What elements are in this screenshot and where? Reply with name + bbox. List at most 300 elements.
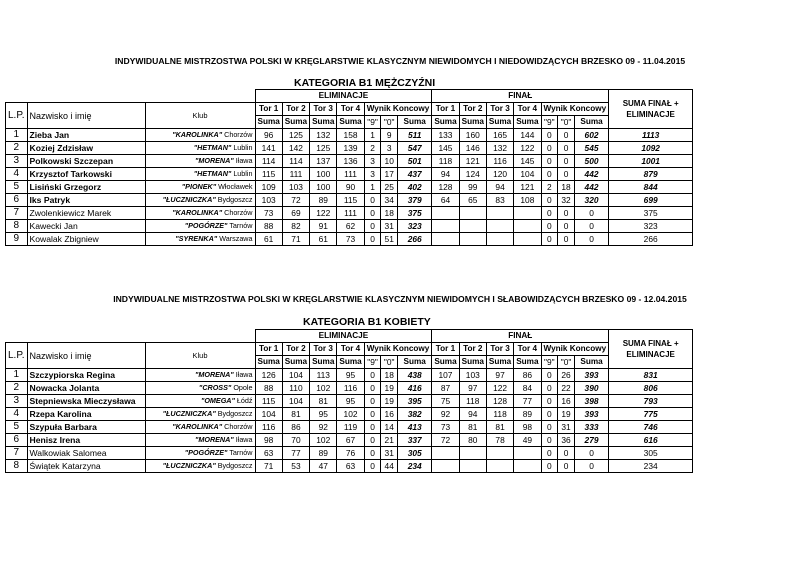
elim-zero: 25	[381, 181, 398, 194]
club-name: "ŁUCZNICZKA"	[162, 461, 216, 470]
table-column-header	[6, 103, 693, 116]
header-nine: "9"	[364, 356, 381, 369]
final-zero: 22	[558, 382, 575, 395]
table-row	[6, 168, 693, 181]
elim-zero: 34	[381, 194, 398, 207]
grand-total: 1092	[609, 142, 693, 155]
table-row	[6, 194, 693, 207]
header-nine: "9"	[364, 116, 381, 129]
elim-tor-2: 104	[282, 395, 309, 408]
table-row	[6, 181, 693, 194]
elim-total: 234	[398, 460, 432, 473]
elim-total: 337	[398, 434, 432, 447]
elim-tor-2: 114	[282, 155, 309, 168]
competitor-name: Koziej Zdzisław	[27, 142, 145, 155]
final-tor-2: 121	[459, 155, 486, 168]
club-cell	[145, 382, 255, 395]
club-name: "KAROLINKA"	[172, 208, 223, 217]
row-lp: 7	[6, 207, 28, 220]
row-lp: 8	[6, 220, 28, 233]
table-row	[6, 408, 693, 421]
row-lp: 3	[6, 155, 28, 168]
row-lp: 6	[6, 194, 28, 207]
header-suma-total: Suma	[574, 116, 608, 129]
elim-zero: 3	[381, 142, 398, 155]
elim-nine: 2	[364, 142, 381, 155]
final-tor-2	[459, 460, 486, 473]
header-nine: "9"	[541, 116, 558, 129]
header-final-tor2: Tor 2	[459, 343, 486, 356]
club-name: "ŁUCZNICZKA"	[162, 409, 216, 418]
final-tor-2: 103	[459, 369, 486, 382]
final-total: 545	[574, 142, 608, 155]
final-tor-4: 145	[514, 155, 541, 168]
final-tor-2: 81	[459, 421, 486, 434]
elim-nine: 3	[364, 168, 381, 181]
final-tor-4: 121	[514, 181, 541, 194]
elim-tor-1: 98	[255, 434, 282, 447]
final-total: 0	[574, 220, 608, 233]
elim-tor-2: 72	[282, 194, 309, 207]
final-tor-1	[432, 460, 459, 473]
row-lp: 5	[6, 181, 28, 194]
elim-total: 375	[398, 207, 432, 220]
final-tor-1: 94	[432, 168, 459, 181]
final-zero: 32	[558, 194, 575, 207]
final-tor-1	[432, 207, 459, 220]
elim-zero: 18	[381, 369, 398, 382]
club-city: Bydgoszcz	[217, 461, 253, 470]
header-final: FINAŁ	[432, 330, 609, 343]
competitor-name: Lisiński Grzegorz	[27, 181, 145, 194]
final-zero: 0	[558, 129, 575, 142]
header-name: Nazwisko i imię	[27, 103, 145, 129]
header-final-tor3: Tor 3	[486, 103, 513, 116]
header-lp: L.P.	[6, 343, 28, 369]
elim-tor-3: 122	[310, 207, 337, 220]
grand-total: 746	[609, 421, 693, 434]
header-suma: Suma	[255, 116, 282, 129]
elim-tor-2: 104	[282, 369, 309, 382]
elim-zero: 9	[381, 129, 398, 142]
header-final-tor3: Tor 3	[486, 343, 513, 356]
header-suma-final: SUMA FINAŁ + ELIMINACJE	[609, 90, 693, 129]
club-cell	[145, 460, 255, 473]
final-tor-1: 73	[432, 421, 459, 434]
final-tor-4	[514, 220, 541, 233]
elim-tor-2: 70	[282, 434, 309, 447]
club-name: "HETMAN"	[193, 169, 232, 178]
elim-tor-2: 69	[282, 207, 309, 220]
elim-tor-4: 67	[337, 434, 364, 447]
elim-tor-3: 47	[310, 460, 337, 473]
header-tor1: Tor 1	[255, 103, 282, 116]
section-1-category: KATEGORIA B1 MĘŻCZYŹNI	[294, 77, 436, 89]
club-city: Lublin	[233, 143, 253, 152]
table-row	[6, 155, 693, 168]
competitor-name: Walkowiak Salomea	[27, 447, 145, 460]
elim-tor-4: 73	[337, 233, 364, 246]
club-city: Warszawa	[219, 234, 253, 243]
final-tor-4: 108	[514, 194, 541, 207]
elim-tor-1: 104	[255, 408, 282, 421]
elim-nine: 1	[364, 129, 381, 142]
elim-nine: 0	[364, 460, 381, 473]
final-tor-2: 99	[459, 181, 486, 194]
final-total: 442	[574, 181, 608, 194]
club-city: Iława	[235, 156, 253, 165]
final-nine: 0	[541, 155, 558, 168]
final-tor-4: 144	[514, 129, 541, 142]
final-zero: 26	[558, 369, 575, 382]
final-tor-3: 116	[486, 155, 513, 168]
elim-nine: 0	[364, 447, 381, 460]
grand-total: 793	[609, 395, 693, 408]
final-tor-3	[486, 233, 513, 246]
grand-total: 699	[609, 194, 693, 207]
grand-total: 831	[609, 369, 693, 382]
header-suma-final: SUMA FINAŁ + ELIMINACJE	[609, 330, 693, 369]
grand-total: 616	[609, 434, 693, 447]
row-lp: 4	[6, 408, 28, 421]
final-tor-1: 145	[432, 142, 459, 155]
elim-total: 437	[398, 168, 432, 181]
final-tor-2: 160	[459, 129, 486, 142]
header-final-tor1: Tor 1	[432, 343, 459, 356]
club-cell	[145, 142, 255, 155]
elim-zero: 51	[381, 233, 398, 246]
elim-tor-4: 111	[337, 168, 364, 181]
club-name: "MORENA"	[194, 370, 234, 379]
header-final-tor4: Tor 4	[514, 343, 541, 356]
header-final-wynik: Wynik Koncowy	[541, 103, 609, 116]
elim-zero: 18	[381, 207, 398, 220]
final-zero: 18	[558, 181, 575, 194]
final-zero: 0	[558, 447, 575, 460]
elim-tor-2: 77	[282, 447, 309, 460]
elim-total: 501	[398, 155, 432, 168]
elim-tor-2: 111	[282, 168, 309, 181]
table-row	[6, 129, 693, 142]
header-suma: Suma	[432, 116, 459, 129]
grand-total: 323	[609, 220, 693, 233]
final-tor-2: 118	[459, 395, 486, 408]
competitor-name: Polkowski Szczepan	[27, 155, 145, 168]
club-cell	[145, 434, 255, 447]
club-city: Łódź	[236, 396, 253, 405]
header-tor4: Tor 4	[337, 103, 364, 116]
final-nine: 0	[541, 142, 558, 155]
elim-tor-2: 110	[282, 382, 309, 395]
header-tor2: Tor 2	[282, 103, 309, 116]
elim-tor-3: 137	[310, 155, 337, 168]
elim-tor-1: 71	[255, 460, 282, 473]
competitor-name: Krzysztof Tarkowski	[27, 168, 145, 181]
elim-zero: 21	[381, 434, 398, 447]
club-city: Chorzów	[224, 130, 253, 139]
final-tor-1	[432, 220, 459, 233]
elim-total: 402	[398, 181, 432, 194]
elim-tor-4: 95	[337, 395, 364, 408]
final-tor-4: 49	[514, 434, 541, 447]
final-tor-3	[486, 447, 513, 460]
header-suma: Suma	[514, 356, 541, 369]
section-2-title: INDYWIDUALNE MISTRZOSTWA POLSKI W KRĘGLARSTWIE KLASYCZNYM NIEWIDOMYCH I SŁABOWIDZĄCYCH BRZESKO 09 - 12.04.2015	[113, 294, 687, 304]
final-total: 333	[574, 421, 608, 434]
club-name: "OMEGA"	[200, 396, 235, 405]
table-row	[6, 207, 693, 220]
header-wynik: Wynik Koncowy	[364, 103, 432, 116]
elim-tor-1: 61	[255, 233, 282, 246]
elim-tor-4: 119	[337, 421, 364, 434]
header-final: FINAŁ	[432, 90, 609, 103]
final-zero: 0	[558, 220, 575, 233]
competitor-name: Szypuła Barbara	[27, 421, 145, 434]
elim-tor-2: 71	[282, 233, 309, 246]
club-city: Bydgoszcz	[217, 195, 253, 204]
club-name: "HETMAN"	[193, 143, 232, 152]
final-total: 398	[574, 395, 608, 408]
final-total: 0	[574, 447, 608, 460]
elim-total: 382	[398, 408, 432, 421]
elim-tor-1: 141	[255, 142, 282, 155]
final-tor-3: 120	[486, 168, 513, 181]
club-name: "POGÓRZE"	[184, 221, 228, 230]
final-tor-1: 107	[432, 369, 459, 382]
final-zero: 0	[558, 142, 575, 155]
header-tor3: Tor 3	[310, 343, 337, 356]
club-city: Tarnów	[229, 448, 253, 457]
header-suma: Suma	[310, 356, 337, 369]
elim-tor-1: 96	[255, 129, 282, 142]
table-group-header	[6, 90, 693, 103]
club-name: "POGÓRZE"	[184, 448, 228, 457]
final-tor-1: 133	[432, 129, 459, 142]
club-city: Iława	[235, 370, 253, 379]
table-row	[6, 369, 693, 382]
club-name: "ŁUCZNICZKA"	[162, 195, 216, 204]
final-tor-4	[514, 460, 541, 473]
elim-tor-1: 116	[255, 421, 282, 434]
club-cell	[145, 408, 255, 421]
final-tor-4	[514, 233, 541, 246]
elim-tor-2: 82	[282, 220, 309, 233]
club-name: "PIONEK"	[181, 182, 217, 191]
header-suma: Suma	[282, 116, 309, 129]
elim-tor-4: 139	[337, 142, 364, 155]
grand-total: 375	[609, 207, 693, 220]
elim-total: 511	[398, 129, 432, 142]
final-nine: 0	[541, 408, 558, 421]
club-cell	[145, 207, 255, 220]
elim-nine: 0	[364, 408, 381, 421]
header-tor3: Tor 3	[310, 103, 337, 116]
row-lp: 5	[6, 421, 28, 434]
elim-total: 379	[398, 194, 432, 207]
club-cell	[145, 421, 255, 434]
club-cell	[145, 155, 255, 168]
table-row	[6, 382, 693, 395]
final-tor-3: 83	[486, 194, 513, 207]
row-lp: 9	[6, 233, 28, 246]
row-lp: 2	[6, 382, 28, 395]
elim-nine: 0	[364, 194, 381, 207]
table-row	[6, 395, 693, 408]
header-final-wynik: Wynik Koncowy	[541, 343, 609, 356]
elim-tor-4: 111	[337, 207, 364, 220]
grand-total: 305	[609, 447, 693, 460]
elim-tor-4: 158	[337, 129, 364, 142]
final-total: 279	[574, 434, 608, 447]
competitor-name: Świątek Katarzyna	[27, 460, 145, 473]
header-zero: "0"	[558, 116, 575, 129]
elim-tor-1: 88	[255, 220, 282, 233]
club-name: "KAROLINKA"	[172, 422, 223, 431]
final-tor-3: 118	[486, 408, 513, 421]
final-nine: 0	[541, 434, 558, 447]
header-suma: Suma	[310, 116, 337, 129]
final-tor-4: 89	[514, 408, 541, 421]
final-tor-4	[514, 447, 541, 460]
final-tor-3: 78	[486, 434, 513, 447]
final-nine: 0	[541, 129, 558, 142]
club-cell	[145, 129, 255, 142]
club-city: Lublin	[233, 169, 253, 178]
elim-tor-1: 103	[255, 194, 282, 207]
final-tor-3: 165	[486, 129, 513, 142]
final-tor-2	[459, 220, 486, 233]
final-total: 320	[574, 194, 608, 207]
club-cell	[145, 181, 255, 194]
final-zero: 0	[558, 155, 575, 168]
competitor-name: Nowacka Jolanta	[27, 382, 145, 395]
header-suma: Suma	[459, 356, 486, 369]
final-tor-3: 97	[486, 369, 513, 382]
table-row	[6, 447, 693, 460]
final-tor-1	[432, 233, 459, 246]
final-total: 393	[574, 369, 608, 382]
final-zero: 0	[558, 460, 575, 473]
final-zero: 0	[558, 233, 575, 246]
header-suma: Suma	[486, 116, 513, 129]
final-tor-1: 128	[432, 181, 459, 194]
final-total: 500	[574, 155, 608, 168]
elim-tor-1: 114	[255, 155, 282, 168]
elim-tor-4: 116	[337, 382, 364, 395]
elim-tor-1: 115	[255, 395, 282, 408]
final-total: 390	[574, 382, 608, 395]
competitor-name: Stepniewska Mieczysława	[27, 395, 145, 408]
elim-tor-1: 115	[255, 168, 282, 181]
final-total: 393	[574, 408, 608, 421]
elim-tor-4: 115	[337, 194, 364, 207]
elim-total: 323	[398, 220, 432, 233]
elim-tor-1: 63	[255, 447, 282, 460]
header-suma: Suma	[337, 356, 364, 369]
elim-zero: 14	[381, 421, 398, 434]
header-spacer	[6, 90, 256, 103]
elim-nine: 0	[364, 220, 381, 233]
final-nine: 0	[541, 220, 558, 233]
elim-zero: 10	[381, 155, 398, 168]
header-suma: Suma	[514, 116, 541, 129]
competitor-name: Szczypiorska Regina	[27, 369, 145, 382]
elim-nine: 1	[364, 181, 381, 194]
final-tor-1: 87	[432, 382, 459, 395]
club-name: "MORENA"	[194, 156, 234, 165]
final-tor-4: 86	[514, 369, 541, 382]
club-city: Chorzów	[224, 422, 253, 431]
final-tor-4: 84	[514, 382, 541, 395]
final-zero: 16	[558, 395, 575, 408]
header-tor4: Tor 4	[337, 343, 364, 356]
header-zero: "0"	[381, 116, 398, 129]
elim-tor-3: 125	[310, 142, 337, 155]
club-cell	[145, 194, 255, 207]
elim-zero: 19	[381, 382, 398, 395]
elim-nine: 0	[364, 233, 381, 246]
final-tor-2: 80	[459, 434, 486, 447]
elim-tor-2: 81	[282, 408, 309, 421]
final-tor-2: 94	[459, 408, 486, 421]
grand-total: 879	[609, 168, 693, 181]
elim-tor-1: 109	[255, 181, 282, 194]
header-eliminacje: ELIMINACJE	[255, 90, 432, 103]
competitor-name: Iks Patryk	[27, 194, 145, 207]
final-nine: 0	[541, 421, 558, 434]
club-city: Włocławek	[218, 182, 253, 191]
elim-total: 438	[398, 369, 432, 382]
elim-zero: 19	[381, 395, 398, 408]
row-lp: 8	[6, 460, 28, 473]
club-city: Bydgoszcz	[217, 409, 253, 418]
final-nine: 0	[541, 369, 558, 382]
final-tor-3: 128	[486, 395, 513, 408]
final-tor-4: 77	[514, 395, 541, 408]
elim-nine: 0	[364, 382, 381, 395]
row-lp: 1	[6, 129, 28, 142]
table-row	[6, 233, 693, 246]
final-nine: 0	[541, 460, 558, 473]
header-club: Klub	[145, 103, 255, 129]
final-tor-4: 98	[514, 421, 541, 434]
header-spacer	[6, 330, 256, 343]
header-suma-total: Suma	[398, 116, 432, 129]
table-column-header	[6, 343, 693, 356]
final-zero: 19	[558, 408, 575, 421]
grand-total: 844	[609, 181, 693, 194]
competitor-name: Kawecki Jan	[27, 220, 145, 233]
club-city: Iława	[235, 435, 253, 444]
final-tor-1: 75	[432, 395, 459, 408]
club-cell	[145, 233, 255, 246]
elim-tor-2: 103	[282, 181, 309, 194]
elim-zero: 31	[381, 447, 398, 460]
table-row	[6, 220, 693, 233]
header-zero: "0"	[558, 356, 575, 369]
final-nine: 0	[541, 447, 558, 460]
row-lp: 2	[6, 142, 28, 155]
header-zero: "0"	[381, 356, 398, 369]
final-tor-3	[486, 220, 513, 233]
table-row	[6, 434, 693, 447]
header-suma: Suma	[255, 356, 282, 369]
club-cell	[145, 395, 255, 408]
final-nine: 0	[541, 194, 558, 207]
club-city: Opole	[233, 383, 253, 392]
elim-tor-1: 73	[255, 207, 282, 220]
elim-tor-3: 89	[310, 447, 337, 460]
